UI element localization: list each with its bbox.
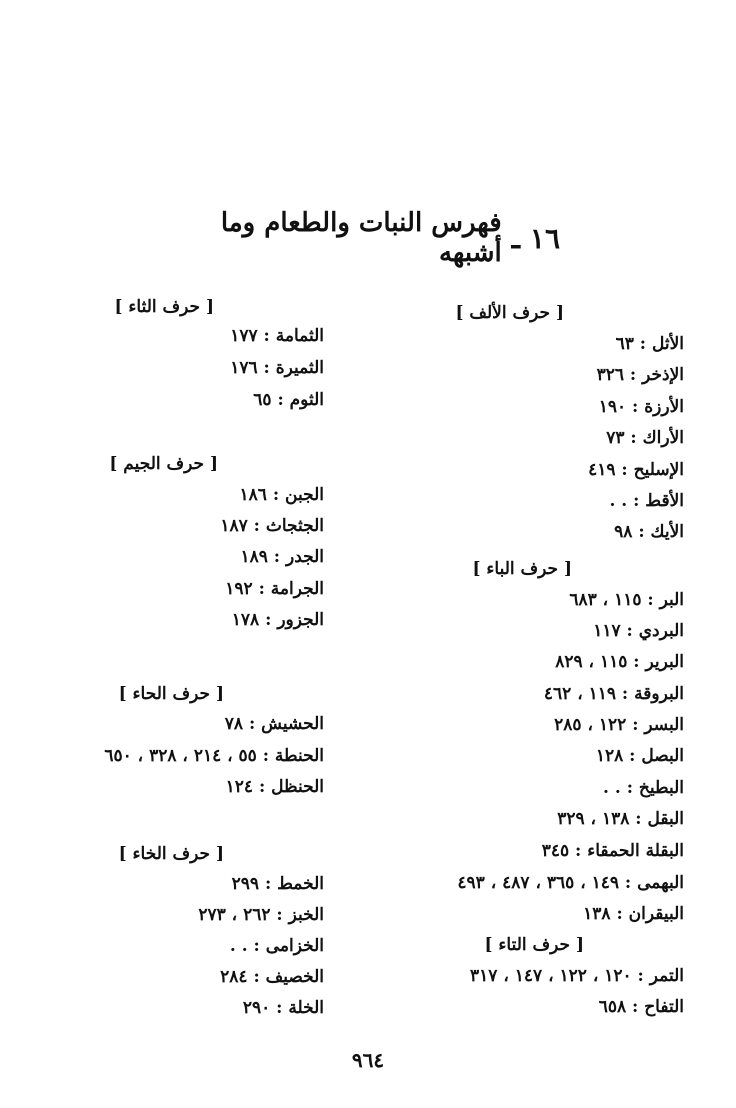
section-header-kha: [ حرف الخاء ] — [118, 844, 224, 864]
list-item: الجرامة : ١٩٢ — [225, 579, 324, 599]
list-item: البطيخ : . . — [603, 778, 684, 798]
list-item: الخبز : ٢٦٢ ، ٢٧٣ — [198, 905, 324, 925]
index-number: ١٦ — [529, 221, 560, 255]
list-item: الجثجاث : ١٨٧ — [220, 516, 324, 536]
list-item: البسر : ١٢٢ ، ٢٨٥ — [554, 715, 684, 735]
section-header-ta: [ حرف التاء ] — [484, 935, 584, 955]
title-dash: ـ — [511, 221, 520, 255]
list-item: الأثل : ٦٣ — [615, 334, 684, 354]
list-item: الخزامى : . . — [229, 936, 324, 956]
section-header-ba: [ حرف الباء ] — [472, 559, 572, 579]
list-item: البصل : ١٢٨ — [595, 746, 684, 766]
list-item: الثمامة : ١٧٧ — [230, 326, 324, 346]
list-item: الثميرة : ١٧٦ — [230, 358, 324, 378]
list-item: الخلة : ٢٩٠ — [242, 998, 324, 1018]
page-number: ٩٦٤ — [351, 1048, 385, 1072]
section-header-jim: [ حرف الجيم ] — [109, 454, 218, 474]
list-item: الأراك : ٧٣ — [606, 428, 684, 448]
list-item: الأقط : . . — [609, 491, 684, 511]
section-header-ha: [ حرف الحاء ] — [118, 684, 224, 704]
list-item: البروقة : ١١٩ ، ٤٦٢ — [543, 684, 684, 704]
list-item: الحنظل : ١٢٤ — [225, 777, 324, 797]
index-title: فهرس النبات والطعام وما أشبهه — [220, 208, 502, 268]
section-header-tha: [ حرف الثاء ] — [114, 297, 214, 317]
list-item: البهمى : ١٤٩ ، ٣٦٥ ، ٤٨٧ ، ٤٩٣ — [457, 873, 684, 893]
right-column — [384, 0, 684, 1040]
list-item: التفاح : ٦٥٨ — [598, 997, 684, 1017]
list-item: البر : ١١٥ ، ٦٨٣ — [569, 590, 684, 610]
list-item: الجزور : ١٧٨ — [231, 610, 324, 630]
list-item: الأيك : ٩٨ — [614, 522, 684, 542]
list-item: البقل : ١٣٨ ، ٣٢٩ — [557, 809, 684, 829]
list-item: التمر : ١٢٠ ، ١٢٢ ، ١٤٧ ، ٣١٧ — [470, 966, 684, 986]
list-item: الخصيف : ٢٨٤ — [220, 967, 324, 987]
list-item: البقلة الحمقاء : ٣٤٥ — [541, 841, 684, 861]
list-item: الثوم : ٦٥ — [253, 390, 324, 410]
list-item: البيقران : ١٣٨ — [583, 904, 684, 924]
list-item: الحنطة : ٥٥ ، ٢١٤ ، ٣٢٨ ، ٦٥٠ — [104, 746, 324, 766]
list-item: الجدر : ١٨٩ — [240, 547, 324, 567]
list-item: الإسليح : ٤١٩ — [588, 460, 684, 480]
section-header-alif: [ حرف الألف ] — [455, 303, 564, 323]
list-item: الخمط : ٢٩٩ — [231, 874, 324, 894]
list-item: البرير : ١١٥ ، ٨٢٩ — [555, 652, 684, 672]
list-item: الإذخر : ٣٢٦ — [596, 365, 684, 385]
list-item: البردي : ١١٧ — [593, 621, 684, 641]
list-item: الجبن : ١٨٦ — [239, 485, 324, 505]
list-item: الحشيش : ٧٨ — [224, 714, 324, 734]
left-column — [24, 0, 324, 1040]
list-item: الأرزة : ١٩٠ — [598, 397, 684, 417]
